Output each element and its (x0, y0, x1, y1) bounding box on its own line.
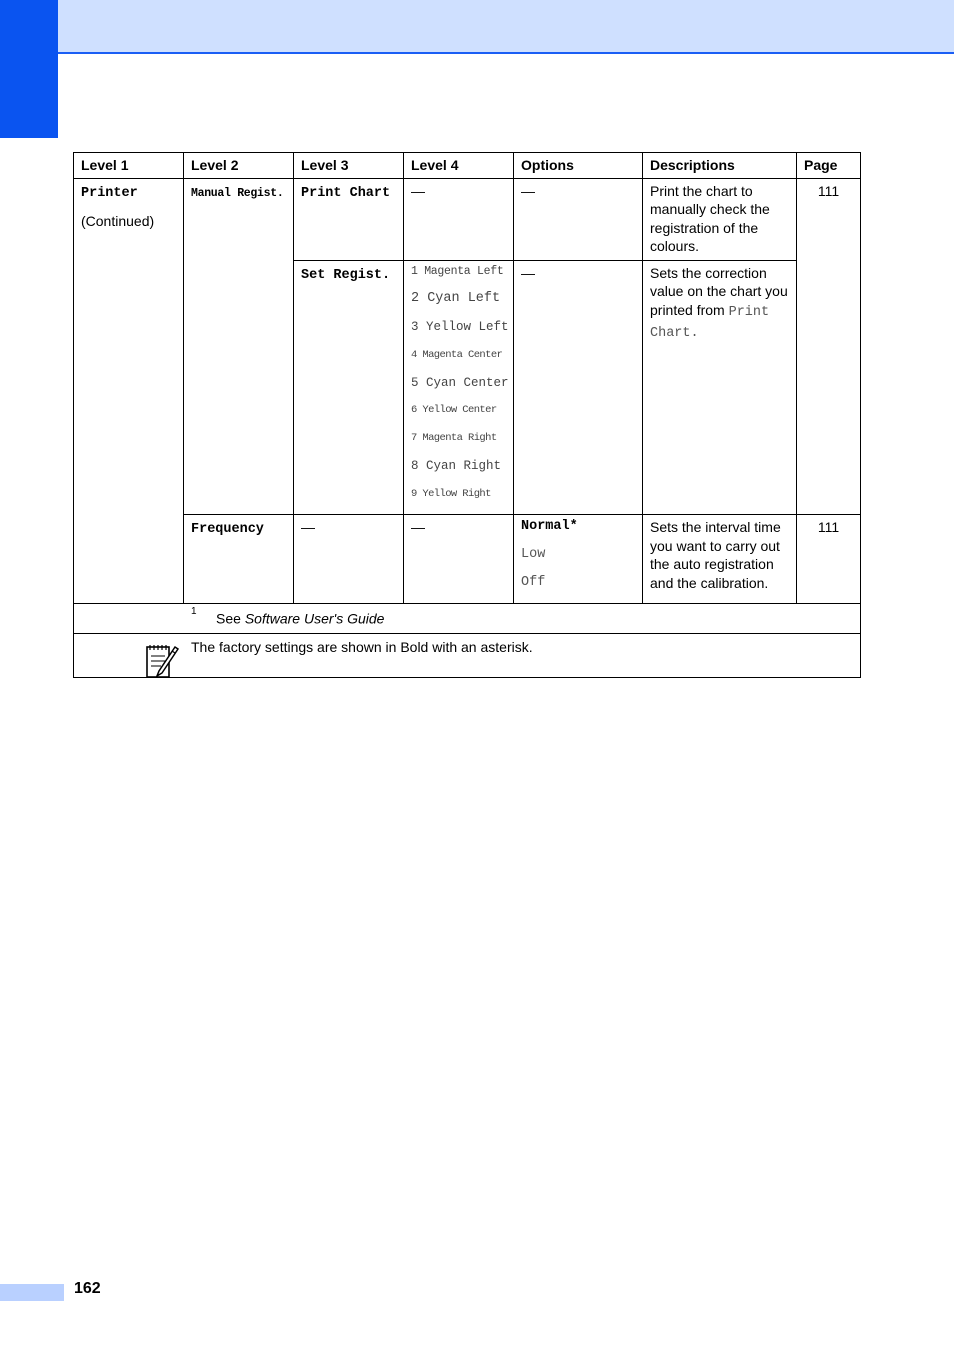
description-text: Sets the correction value on the chart you printed from (650, 264, 788, 318)
list-item: 4 Magenta Center (411, 348, 503, 361)
description-ref: Print Chart. (650, 304, 770, 341)
options-cell: — (514, 260, 643, 515)
list-item: 2 Cyan Left (411, 291, 501, 307)
level2-cell (184, 178, 294, 515)
level1-name: Printer (81, 185, 138, 201)
options-list (514, 515, 643, 604)
level4-cell: — (404, 515, 514, 604)
level2-frequency: Frequency (191, 522, 264, 538)
note-text: The factory settings are shown in Bold with an asterisk. (191, 639, 533, 656)
page-cell: 111 (797, 178, 861, 515)
footnote-row (74, 604, 861, 634)
table-row (74, 178, 861, 260)
menu-settings-table (73, 152, 861, 678)
level3-print-chart: Print Chart (301, 185, 391, 201)
list-item: 6 Yellow Center (411, 404, 497, 417)
table-row (74, 515, 861, 604)
description-cell: Sets the interval time you want to carry out the auto registration and the calibration. (643, 515, 797, 604)
level4-cell: — (404, 178, 514, 260)
chapter-tab (0, 0, 58, 138)
level2-cell (184, 515, 294, 604)
list-item: 1 Magenta Left (411, 264, 504, 278)
col-header: Options (514, 153, 643, 179)
col-header: Descriptions (643, 153, 797, 179)
option-low: Low (521, 547, 546, 563)
level3-cell (294, 178, 404, 260)
level2-manual-regist: Manual Regist. (191, 186, 284, 200)
footnote-title: Software User's Guide (244, 610, 385, 627)
level1-continued: (Continued) (81, 213, 155, 229)
header-band (0, 0, 954, 54)
footnote-prefix: See (216, 610, 241, 627)
list-item: 3 Yellow Left (411, 320, 509, 334)
list-item: 9 Yellow Right (411, 487, 491, 500)
note-cell (74, 634, 861, 678)
col-header: Page (797, 153, 861, 179)
col-header: Level 2 (184, 153, 294, 179)
note-row (74, 634, 861, 678)
col-header: Level 3 (294, 153, 404, 179)
level4-list (404, 260, 514, 515)
note-pencil-icon (141, 641, 181, 681)
footnote-mark: 1 (191, 606, 197, 618)
description-cell (643, 260, 797, 515)
list-item: 7 Magenta Right (411, 432, 497, 444)
page-number: 162 (74, 1280, 101, 1297)
table-header-row (74, 153, 861, 179)
page-cell: 111 (797, 515, 861, 604)
level1-cell (74, 178, 184, 604)
list-item: 8 Cyan Right (411, 458, 502, 473)
description-cell: Print the chart to manually check the registration of the colours. (643, 178, 797, 260)
level3-cell: — (294, 515, 404, 604)
level3-set-regist: Set Regist. (301, 267, 391, 283)
list-item: 5 Cyan Center (411, 375, 509, 390)
options-cell: — (514, 178, 643, 260)
option-off: Off (521, 575, 546, 591)
col-header: Level 4 (404, 153, 514, 179)
option-normal: Normal* (521, 519, 578, 535)
footnote (74, 604, 861, 634)
level3-cell (294, 260, 404, 515)
page-number-tab (0, 1284, 64, 1301)
col-header: Level 1 (74, 153, 184, 179)
